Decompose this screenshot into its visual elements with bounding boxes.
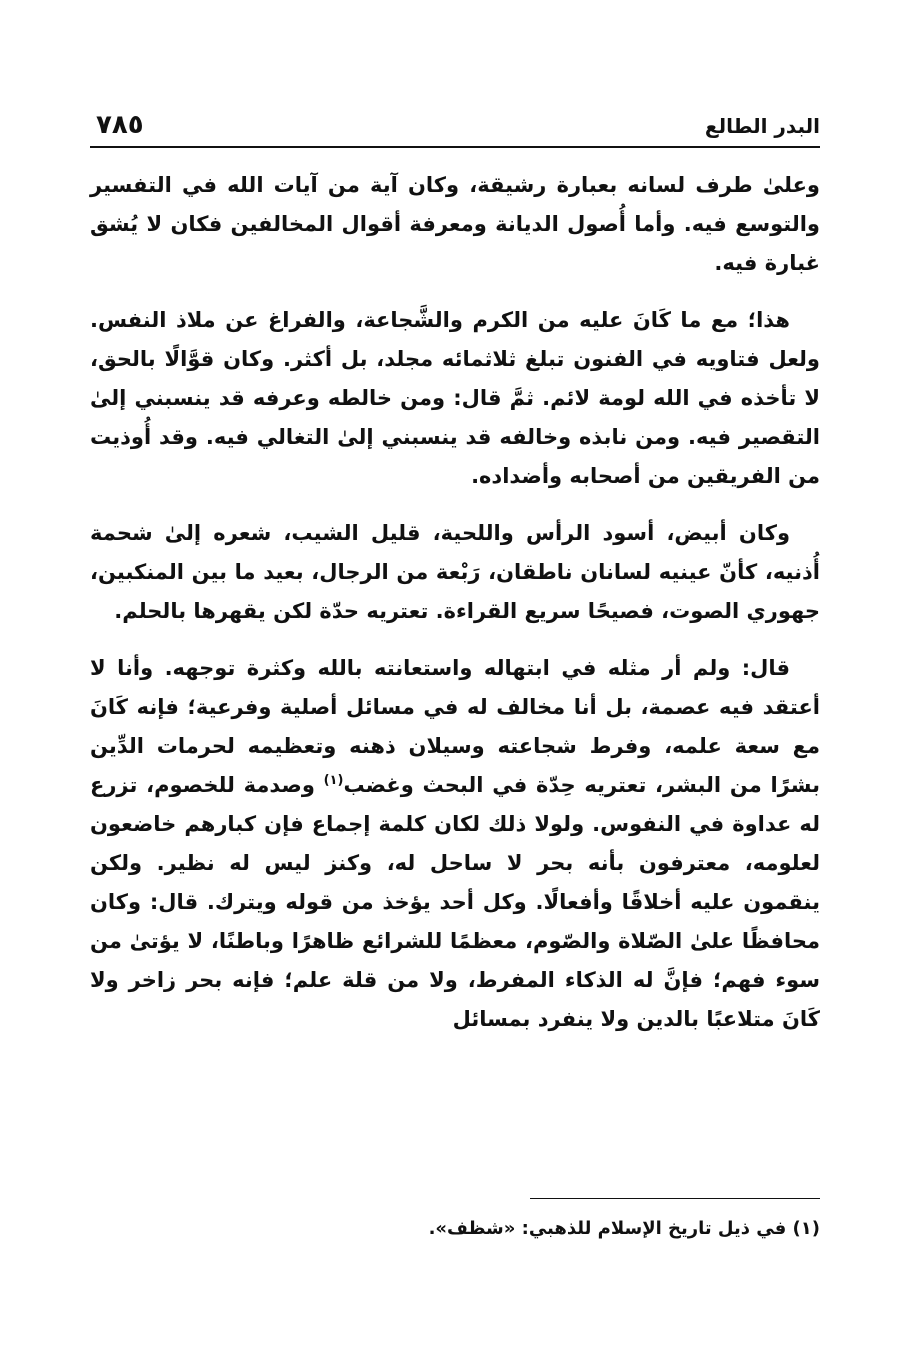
body-text [90, 166, 820, 1039]
footnote [429, 1218, 820, 1239]
paragraph-text-after-note: وصدمة للخصوم، تزرع له عداوة في النفوس. ولولا ذلك لكان كلمة إجماع فإن كبارهم خاضعون لعلومه، معترفون بأنه بحر لا ساحل له، وكنز ليس له نظير. ولكن ينقمون عليه أخلاقًا وأفعالًا. وكل أحد يؤخذ من قوله ويترك. قال: وكان محافظًا علىٰ الصّلاة والصّوم، معظمًا للشرائع ظاهرًا وباطنًا، لا يؤتىٰ من سوء فهم؛ فإنَّ له الذكاء المفرط، ولا من قلة علم؛ فإنه بحر زاخر ولا كَانَ متلاعبًا بالدين ولا ينفرد بمسائل [90, 773, 820, 1031]
paragraph-text-before-note: قال: ولم أر مثله في ابتهاله واستعانته بالله وكثرة توجهه. وأنا لا أعتقد فيه عصمة، بل أنا مخالف له في مسائل أصلية وفرعية؛ فإنه كَانَ مع سعة علمه، وفرط شجاعته وسيلان ذهنه وتعظيمه لحرمات الدِّين بشرًا من البشر، تعتريه حِدّة في البحث وغضب [90, 656, 820, 797]
paragraph: هذا؛ مع ما كَانَ عليه من الكرم والشَّجاعة، والفراغ عن ملاذ النفس. ولعل فتاويه في الفنون تبلغ ثلاثمائه مجلد، بل أكثر. وكان قوَّالًا بالحق، لا تأخذه في الله لومة لائم. ثمَّ قال: ومن خالطه وعرفه قد ينسبني إلىٰ التقصير فيه. ومن نابذه وخالفه قد ينسبني إلىٰ التغالي فيه. وقد أُوذيت من الفريقين من أصحابه وأضداده. [90, 308, 820, 488]
paragraph [90, 649, 820, 1039]
book-page [90, 100, 820, 1280]
footnote-reference[interactable]: (١) [323, 773, 344, 788]
paragraph: وكان أبيض، أسود الرأس واللحية، قليل الشيب، شعره إلىٰ شحمة أُذنيه، كأنّ عينيه لسانان ناطقان، رَبْعة من الرجال، بعيد ما بين المنكبين، جهوري الصوت، فصيحًا سريع القراءة. تعتريه حدّة لكن يقهرها بالحلم. [90, 521, 820, 623]
footnote-marker: (١) [792, 1218, 820, 1239]
footnote-text: في ذيل تاريخ الإسلام للذهبي: «شظف». [428, 1218, 787, 1239]
paragraph: وعلىٰ طرف لسانه بعبارة رشيقة، وكان آية من آيات الله في التفسير والتوسع فيه. وأما أُصول الديانة ومعرفة أقوال المخالفين فكان لا يُشق غبارة فيه. [90, 173, 820, 275]
page-header [90, 100, 820, 148]
book-title: البدر الطالع [704, 114, 820, 138]
page-number: ٧٨٥ [96, 110, 144, 140]
footnote-divider [530, 1198, 820, 1199]
